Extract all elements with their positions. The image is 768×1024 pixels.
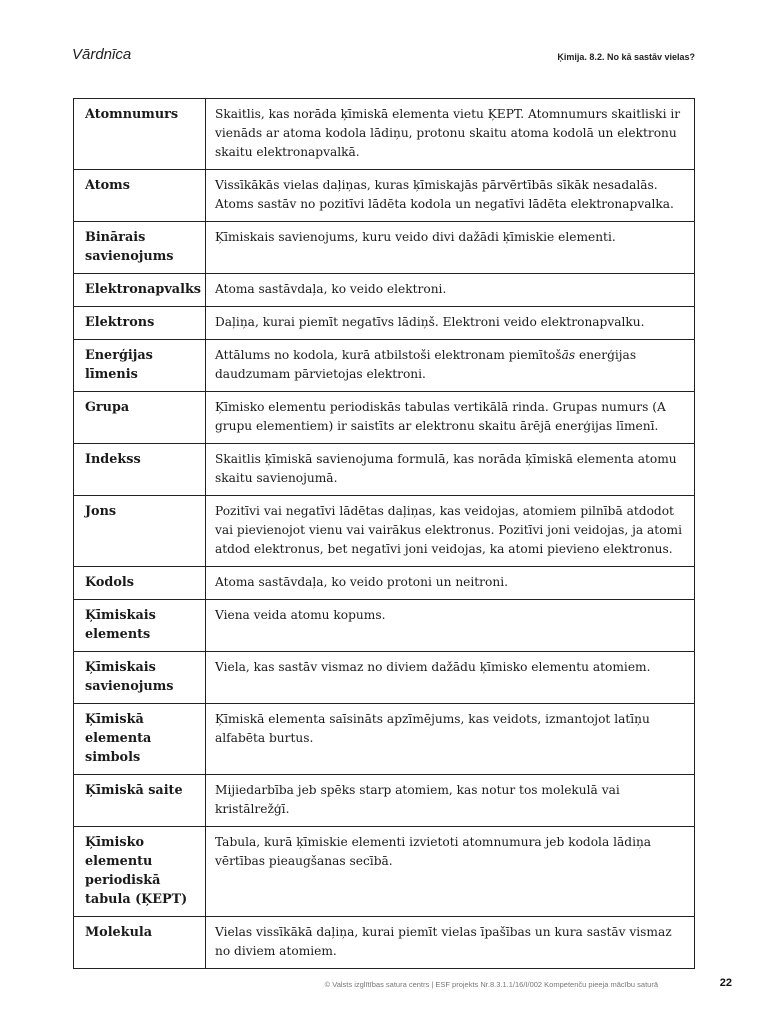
- definition-emphasis: ās: [561, 348, 576, 362]
- table-row: [74, 567, 695, 600]
- document-title: Ķimija. 8.2. No kā sastāv vielas?: [557, 52, 695, 62]
- term-cell: Ķīmiskais savienojums: [74, 652, 206, 704]
- table-row: [74, 170, 695, 222]
- definition-text: Attālums no kodola, kurā atbilstoši elektronam piemītoš: [215, 348, 562, 362]
- definition-cell: Vissīkākās vielas daļiņas, kuras ķīmiskajās pārvērtībās sīkāk nesadalās. Atoms sastāv no pozitīvi lādēta kodola un negatīvi lādēta elektronapvalka.: [206, 170, 695, 222]
- definition-cell: Viela, kas sastāv vismaz no diviem dažādu ķīmisko elementu atomiem.: [206, 652, 695, 704]
- definition-cell: Atoma sastāvdaļa, ko veido protoni un neitroni.: [206, 567, 695, 600]
- glossary-table: [73, 98, 695, 969]
- table-row: [74, 99, 695, 170]
- table-row: [74, 307, 695, 340]
- term-cell: Atomnumurs: [74, 99, 206, 170]
- term-cell: Binārais savienojums: [74, 222, 206, 274]
- term-cell: Elektronapvalks: [74, 274, 206, 307]
- term-cell: Atoms: [74, 170, 206, 222]
- definition-cell: Skaitlis ķīmiskā savienojuma formulā, kas norāda ķīmiskā elementa atomu skaitu savienojumā.: [206, 444, 695, 496]
- table-row: [74, 775, 695, 827]
- definition-cell: Atoma sastāvdaļa, ko veido elektroni.: [206, 274, 695, 307]
- definition-cell: Ķīmisko elementu periodiskās tabulas vertikālā rinda. Grupas numurs (A grupu elementiem) ir saistīts ar elektronu skaitu ārējā enerģijas līmenī.: [206, 392, 695, 444]
- term-cell: Kodols: [74, 567, 206, 600]
- definition-cell: Skaitlis, kas norāda ķīmiskā elementa vietu ĶEPT. Atomnumurs skaitliski ir vienāds ar atoma kodola lādiņu, protonu skaitu atoma kodolā un elektronu skaitu elektronapvalkā.: [206, 99, 695, 170]
- definition-cell: Ķīmiskā elementa saīsināts apzīmējums, kas veidots, izmantojot latīņu alfabēta burtus.: [206, 704, 695, 775]
- term-cell: Molekula: [74, 917, 206, 969]
- term-cell: Enerģijas līmenis: [74, 340, 206, 392]
- table-row: [74, 392, 695, 444]
- definition-cell: Pozitīvi vai negatīvi lādētas daļiņas, kas veidojas, atomiem pilnībā atdodot vai pievienojot vienu vai vairākus elektronus. Pozitīvi joni veidojas, ja atomi atdod elektronus, bet negatīvi joni veidojas, ka atomi pievieno elektronus.: [206, 496, 695, 567]
- term-cell: Indekss: [74, 444, 206, 496]
- term-cell: Grupa: [74, 392, 206, 444]
- definition-cell: Viena veida atomu kopums.: [206, 600, 695, 652]
- table-row: [74, 222, 695, 274]
- definition-text: enerģijas daudzumam pārvietojas elektroni.: [215, 348, 637, 381]
- definition-cell: [206, 340, 695, 392]
- page-number: 22: [719, 977, 732, 989]
- table-row: [74, 340, 695, 392]
- definition-cell: Mijiedarbība jeb spēks starp atomiem, kas notur tos molekulā vai kristālrežģī.: [206, 775, 695, 827]
- definition-cell: Daļiņa, kurai piemīt negatīvs lādiņš. Elektroni veido elektronapvalku.: [206, 307, 695, 340]
- term-cell: Ķīmiskais elements: [74, 600, 206, 652]
- table-row: [74, 274, 695, 307]
- table-row: [74, 496, 695, 567]
- section-title: Vārdnīca: [72, 46, 132, 63]
- term-cell: Ķīmiskā saite: [74, 775, 206, 827]
- definition-cell: Ķīmiskais savienojums, kuru veido divi dažādi ķīmiskie elementi.: [206, 222, 695, 274]
- term-cell: Elektrons: [74, 307, 206, 340]
- footer-credits: © Valsts izglītības satura centrs | ESF projekts Nr.8.3.1.1/16/I/002 Kompetenču pieeja mācību saturā: [324, 980, 658, 989]
- table-row: [74, 704, 695, 775]
- term-cell: Ķīmiskā elementa simbols: [74, 704, 206, 775]
- table-row: [74, 652, 695, 704]
- term-cell: Ķīmisko elementu periodiskā tabula (ĶEPT): [74, 827, 206, 917]
- table-row: [74, 827, 695, 917]
- table-row: [74, 917, 695, 969]
- definition-cell: Tabula, kurā ķīmiskie elementi izvietoti atomnumura jeb kodola lādiņa vērtības pieaugšanas secībā.: [206, 827, 695, 917]
- table-row: [74, 600, 695, 652]
- table-row: [74, 444, 695, 496]
- term-cell: Jons: [74, 496, 206, 567]
- definition-cell: Vielas vissīkākā daļiņa, kurai piemīt vielas īpašības un kura sastāv vismaz no diviem atomiem.: [206, 917, 695, 969]
